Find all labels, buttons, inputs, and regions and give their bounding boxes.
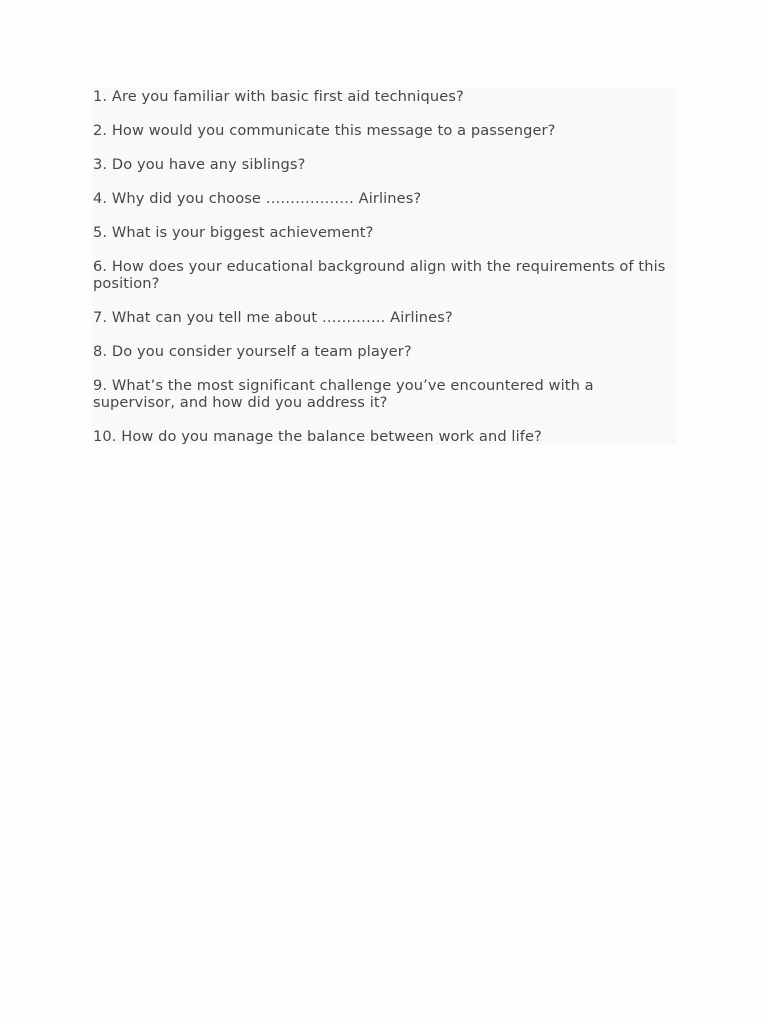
question-item: 7. What can you tell me about …………. Airlines? <box>93 309 453 326</box>
question-item: 3. Do you have any siblings? <box>93 156 306 173</box>
question-item: 1. Are you familiar with basic first aid techniques? <box>93 88 464 105</box>
question-item: 10. How do you manage the balance between work and life? <box>93 428 542 445</box>
question-item: 2. How would you communicate this message to a passenger? <box>93 122 556 139</box>
question-item: 8. Do you consider yourself a team player? <box>93 343 412 360</box>
question-list-block <box>92 88 676 445</box>
question-list <box>93 88 668 445</box>
question-item: 9. What’s the most significant challenge you’ve encountered with a supervisor, and how did you address it? <box>93 377 594 411</box>
question-item: 6. How does your educational background align with the requirements of this position? <box>93 258 666 292</box>
question-item: 5. What is your biggest achievement? <box>93 224 374 241</box>
question-item: 4. Why did you choose ……………… Airlines? <box>93 190 422 207</box>
